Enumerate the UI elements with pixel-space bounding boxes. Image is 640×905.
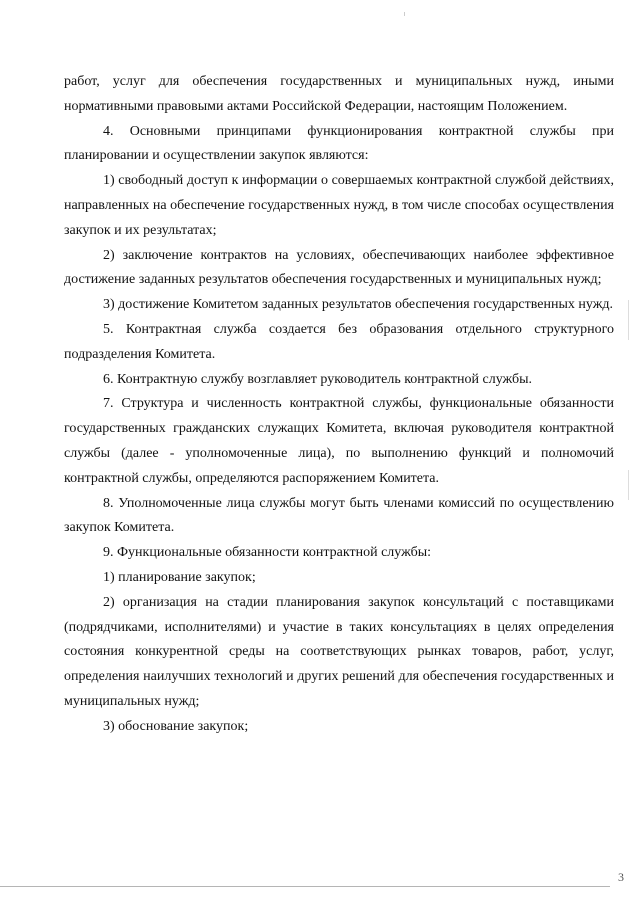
paragraph-5: 5. Контрактная служба создается без образования отдельного структурного подразделения Комитета. [64,321,614,362]
duty-item-1: 1) планирование закупок; [103,569,256,585]
paragraph-principle-3: 3) достижение Комитетом заданных результатов обеспечения государственных нужд. [103,297,613,313]
paragraph-9: 9. Функциональные обязанности контрактной службы: [103,545,431,561]
scan-artifact [628,470,629,500]
duty-item-2: 2) организация на стадии планирования закупок консультаций с поставщиками (подрядчиками, исполнителями) и участие в таких консультациях в целях определения состояния конкурентной среды на соответствующих рынках товаров, работ, услуг, определения наилучших технологий и других решений для обеспечения государственных и муниципальных нужд; [64,594,614,709]
scan-artifact [404,12,405,16]
paragraph-principles: 4. Основными принципами функционирования контрактной службы при планировании и осуществлении закупок являются: [64,123,614,164]
paragraph-7: 7. Структура и численность контрактной службы, функциональные обязанности государственных гражданских служащих Комитета, включая руководителя контрактной службы (далее - уполномоченные лица), по выполнению функций и полномочий контрактной службы, определяются распоряжением Комитета. [64,396,614,486]
paragraph-principle-2: 2) заключение контрактов на условиях, обеспечивающих наиболее эффективное достижение заданных результатов обеспечения государственных и муниципальных нужд; [64,247,614,288]
paragraph-6: 6. Контрактную службу возглавляет руководитель контрактной службы. [103,371,533,387]
paragraph-8: 8. Уполномоченные лица службы могут быть членами комиссий по осуществлению закупок Комитета. [64,495,614,536]
scan-edge-line [0,886,610,887]
duty-item-3: 3) обоснование закупок; [103,718,249,734]
page-number: 3 [618,870,624,884]
document-body [64,70,614,740]
scan-artifact [628,300,629,340]
paragraph-continuation: работ, услуг для обеспечения государственных и муниципальных нужд, иными нормативными правовыми актами Российской Федерации, настоящим Положением. [64,74,614,114]
paragraph-principle-1: 1) свободный доступ к информации о совершаемых контрактной службой действиях, направленных на обеспечение государственных нужд, в том числе способах осуществления закупок и их результатах; [64,173,614,238]
